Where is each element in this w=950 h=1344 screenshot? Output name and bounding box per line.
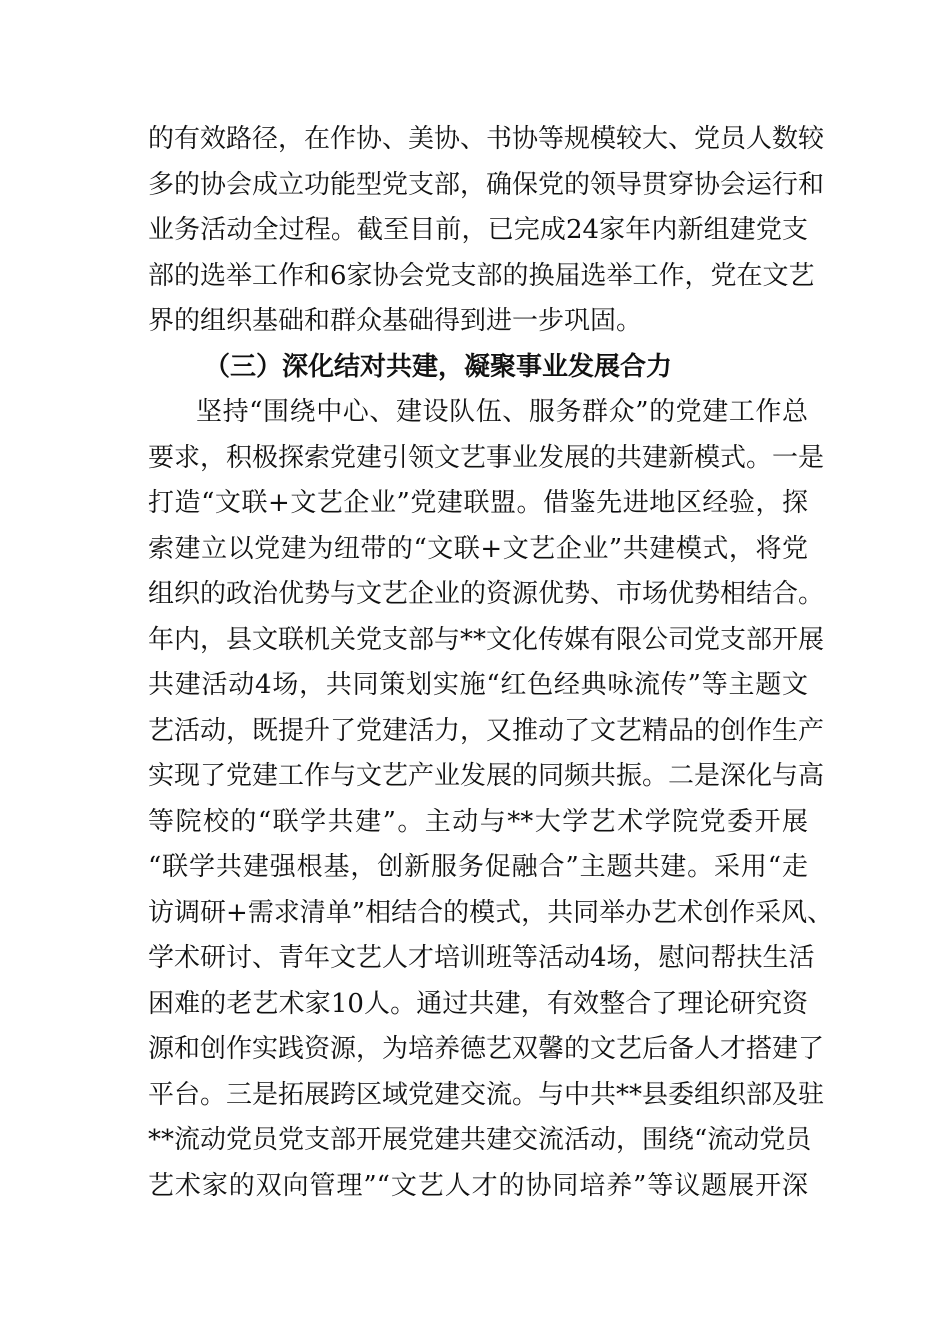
text-line: 源和创作实践资源，为培养德艺双馨的文艺后备人才搭建了: [148, 1034, 825, 1064]
text-line: 部的选举工作和6家协会党支部的换届选举工作，党在文艺: [148, 260, 815, 291]
text-line: 要求，积极探索党建引领文艺事业发展的共建新模式。一是: [148, 442, 825, 473]
text-line: 多的协会成立功能型党支部，确保党的领导贯穿协会运行和: [148, 169, 825, 200]
body-text: [148, 117, 834, 1209]
text-line: 访调研+需求清单”相结合的模式，共同举办艺术创作采风、: [148, 897, 834, 928]
text-line: 组织的政治优势与文艺企业的资源优势、市场优势相结合。: [148, 579, 825, 609]
text-line: 共建活动4场，共同策划实施“红色经典咏流传”等主题文: [148, 670, 808, 700]
text-line: 界的组织基础和群众基础得到进一步巩固。: [148, 306, 643, 336]
text-line: 艺活动，既提升了党建活力，又推动了文艺精品的创作生产: [148, 715, 825, 746]
text-line: 实现了党建工作与文艺产业发展的同频共振。二是深化与高: [148, 761, 825, 791]
text-line: 索建立以党建为纽带的“文联+文艺企业”共建模式，将党: [148, 533, 808, 564]
text-line: 业务活动全过程。截至目前，已完成24家年内新组建党支: [148, 215, 808, 245]
text-line: 学术研讨、青年文艺人才培训班等活动4场，慰问帮扶生活: [148, 943, 815, 973]
text-line: 坚持“围绕中心、建设队伍、服务群众”的党建工作总: [196, 397, 808, 427]
text-line: **流动党员党支部开展党建共建交流活动，围绕“流动党员: [148, 1125, 812, 1155]
text-line: 艺术家的双向管理”“文艺人才的协同培养”等议题展开深: [148, 1170, 808, 1201]
section-heading: （三）深化结对共建，凝聚事业发展合力: [204, 351, 673, 382]
text-line: 等院校的“联学共建”。主动与**大学艺术学院党委开展: [148, 806, 808, 837]
text-line: 年内，县文联机关党支部与**文化传媒有限公司党支部开展: [148, 624, 825, 655]
text-line: “联学共建强根基，创新服务促融合”主题共建。采用“走: [148, 852, 808, 882]
text-line: 平台。三是拓展跨区域党建交流。与中共**县委组织部及驻: [148, 1079, 825, 1110]
text-line: 的有效路径，在作协、美协、书协等规模较大、党员人数较: [148, 124, 825, 154]
text-line: 打造“文联+文艺企业”党建联盟。借鉴先进地区经验，探: [148, 488, 808, 518]
text-line: 困难的老艺术家10人。通过共建，有效整合了理论研究资: [148, 988, 808, 1019]
